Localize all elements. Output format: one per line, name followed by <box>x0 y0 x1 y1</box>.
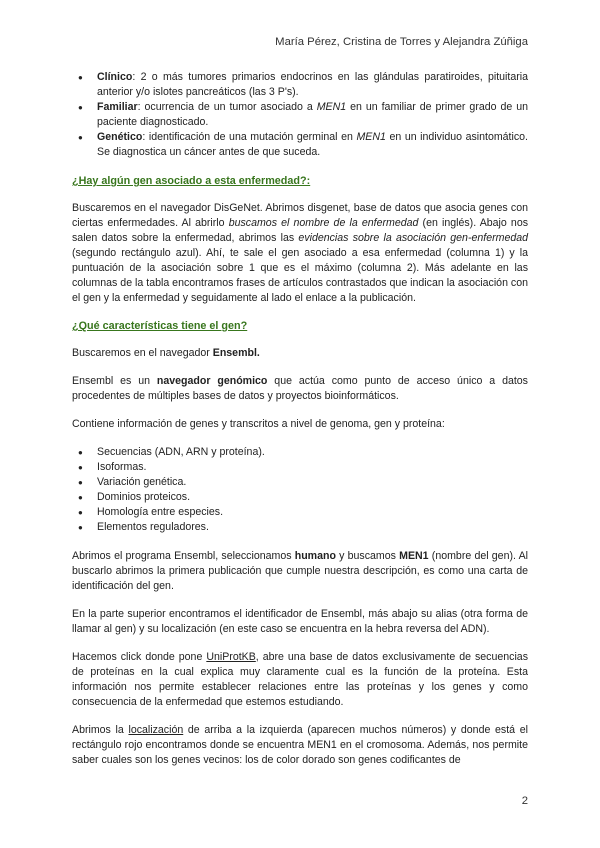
uniprotkb-link[interactable]: UniProtKB <box>206 651 256 663</box>
paragraph-ensembl-contents: Contiene información de genes y transcritos a nivel de genoma, gen y proteína: <box>72 418 445 430</box>
paragraph-uniprot <box>72 650 528 710</box>
emphasis: humano <box>294 550 336 562</box>
text: Ensembl es un <box>72 375 157 387</box>
diagnostic-criteria-list <box>72 70 528 160</box>
criterion-text: : 2 o más tumores primarios endocrinos en las glándulas paratiroides, pituitaria anterior y/o islotes pancreáticos (las 3 P's). <box>97 71 528 98</box>
text: Abrimos el programa Ensembl, seleccionamos <box>72 550 295 562</box>
text: Buscaremos en el navegador DisGeNet. Abrimos disgenet, base de datos que asocia genes con ciertas enfermedades. Al abrirlo <box>72 202 528 229</box>
list-item: ● Homología entre especies. <box>97 505 528 520</box>
emphasis: navegador genómico <box>156 375 268 387</box>
section-heading-gene-association: ¿Hay algún gen asociado a esta enfermedad?: <box>72 175 311 187</box>
text: y buscamos <box>335 550 400 562</box>
paragraph-disgenet <box>72 201 528 306</box>
text: Abrimos la <box>72 724 129 736</box>
text: (segundo rectángulo azul). Ahí, te sale el gen asociado a esa enfermedad (columna 1) y la puntuación de la asociación sobre 1 que es el máximo (columna 2). Más adelante en las columnas de la tabla encontramos frases de artículos contrastados que indican la asociación con el gen y la enfermedad y seguidamente al lado el enlace a la publicación. <box>72 247 528 304</box>
gene-name: MEN1 <box>356 131 386 143</box>
criterion-text: : ocurrencia de un tumor asociado a <box>137 101 317 113</box>
emphasis: MEN1 <box>399 550 429 562</box>
criterion-label: Clínico <box>97 71 133 83</box>
text: Buscaremos en el navegador <box>72 347 213 359</box>
paragraph-search-men1 <box>72 549 528 594</box>
gene-name: MEN1 <box>316 101 347 113</box>
section-heading-gene-characteristics: ¿Qué características tiene el gen? <box>72 320 248 332</box>
list-item: ● Dominios proteicos. <box>97 490 528 505</box>
emphasis: buscamos el nombre de la enfermedad <box>228 217 419 229</box>
paragraph-ensembl-intro <box>72 346 528 361</box>
list-item <box>97 130 528 160</box>
emphasis: Ensembl. <box>212 347 260 359</box>
criterion-text: : identificación de una mutación germinal en <box>142 131 357 143</box>
list-item: ● Variación genética. <box>97 475 528 490</box>
list-item: ● Isoformas. <box>97 460 528 475</box>
text: , abre una base de datos exclusivamente de secuencias de proteínas en la cual explica muy claramente cual es la función de la proteína. Esta información nos permite establecer relaciones entre las proteínas y los genes y como consecuencia de la enfermedad que estemos estudiando. <box>72 651 528 708</box>
text: de arriba a la izquierda (aparecen muchos números) y donde está el rectángulo rojo encontramos donde se encuentra MEN1 en el cromosoma. Además, nos permite saber cuales son los genes vecinos: los de color dorado son genes codificantes de <box>72 724 528 766</box>
list-item: ● Elementos reguladores. <box>97 520 528 535</box>
criterion-text: en un familiar de primer grado de un paciente diagnosticado. <box>97 101 529 128</box>
text: (nombre del gen). Al buscarlo abrimos la primera publicación que cumple nuestra descripción, es como una carta de identificación del gen. <box>72 550 528 592</box>
underlined-term: localización <box>128 724 184 736</box>
criterion-label: Genético <box>97 131 143 143</box>
page-header-authors: María Pérez, Cristina de Torres y Alejandra Zúñiga <box>275 36 528 48</box>
text: (en inglés). Abajo nos salen datos sobre la enfermedad, abrimos las <box>72 217 529 244</box>
page-content <box>72 70 528 781</box>
paragraph-ensembl-description <box>72 374 528 404</box>
ensembl-features-list <box>72 445 528 535</box>
list-item <box>97 70 528 100</box>
text: Hacemos click donde pone <box>72 651 207 663</box>
list-item: ● Secuencias (ADN, ARN y proteína). <box>97 445 528 460</box>
list-item <box>97 100 528 130</box>
paragraph-identifier: En la parte superior encontramos el identificador de Ensembl, más abajo su alias (otra forma de llamar al gen) y su localización (en este caso se encuentra en la hebra reversa del ADN). <box>72 608 528 635</box>
paragraph-localization <box>72 723 528 768</box>
page-number: 2 <box>521 795 528 807</box>
criterion-label: Familiar <box>97 101 138 113</box>
criterion-text: en un individuo asintomático. Se diagnostica un cáncer antes de que suceda. <box>97 131 528 158</box>
text: que actúa como punto de acceso único a datos procedentes de múltiples bases de datos y proyectos bioinformáticos. <box>72 375 528 402</box>
emphasis: evidencias sobre la asociación gen-enfermedad <box>298 232 529 244</box>
